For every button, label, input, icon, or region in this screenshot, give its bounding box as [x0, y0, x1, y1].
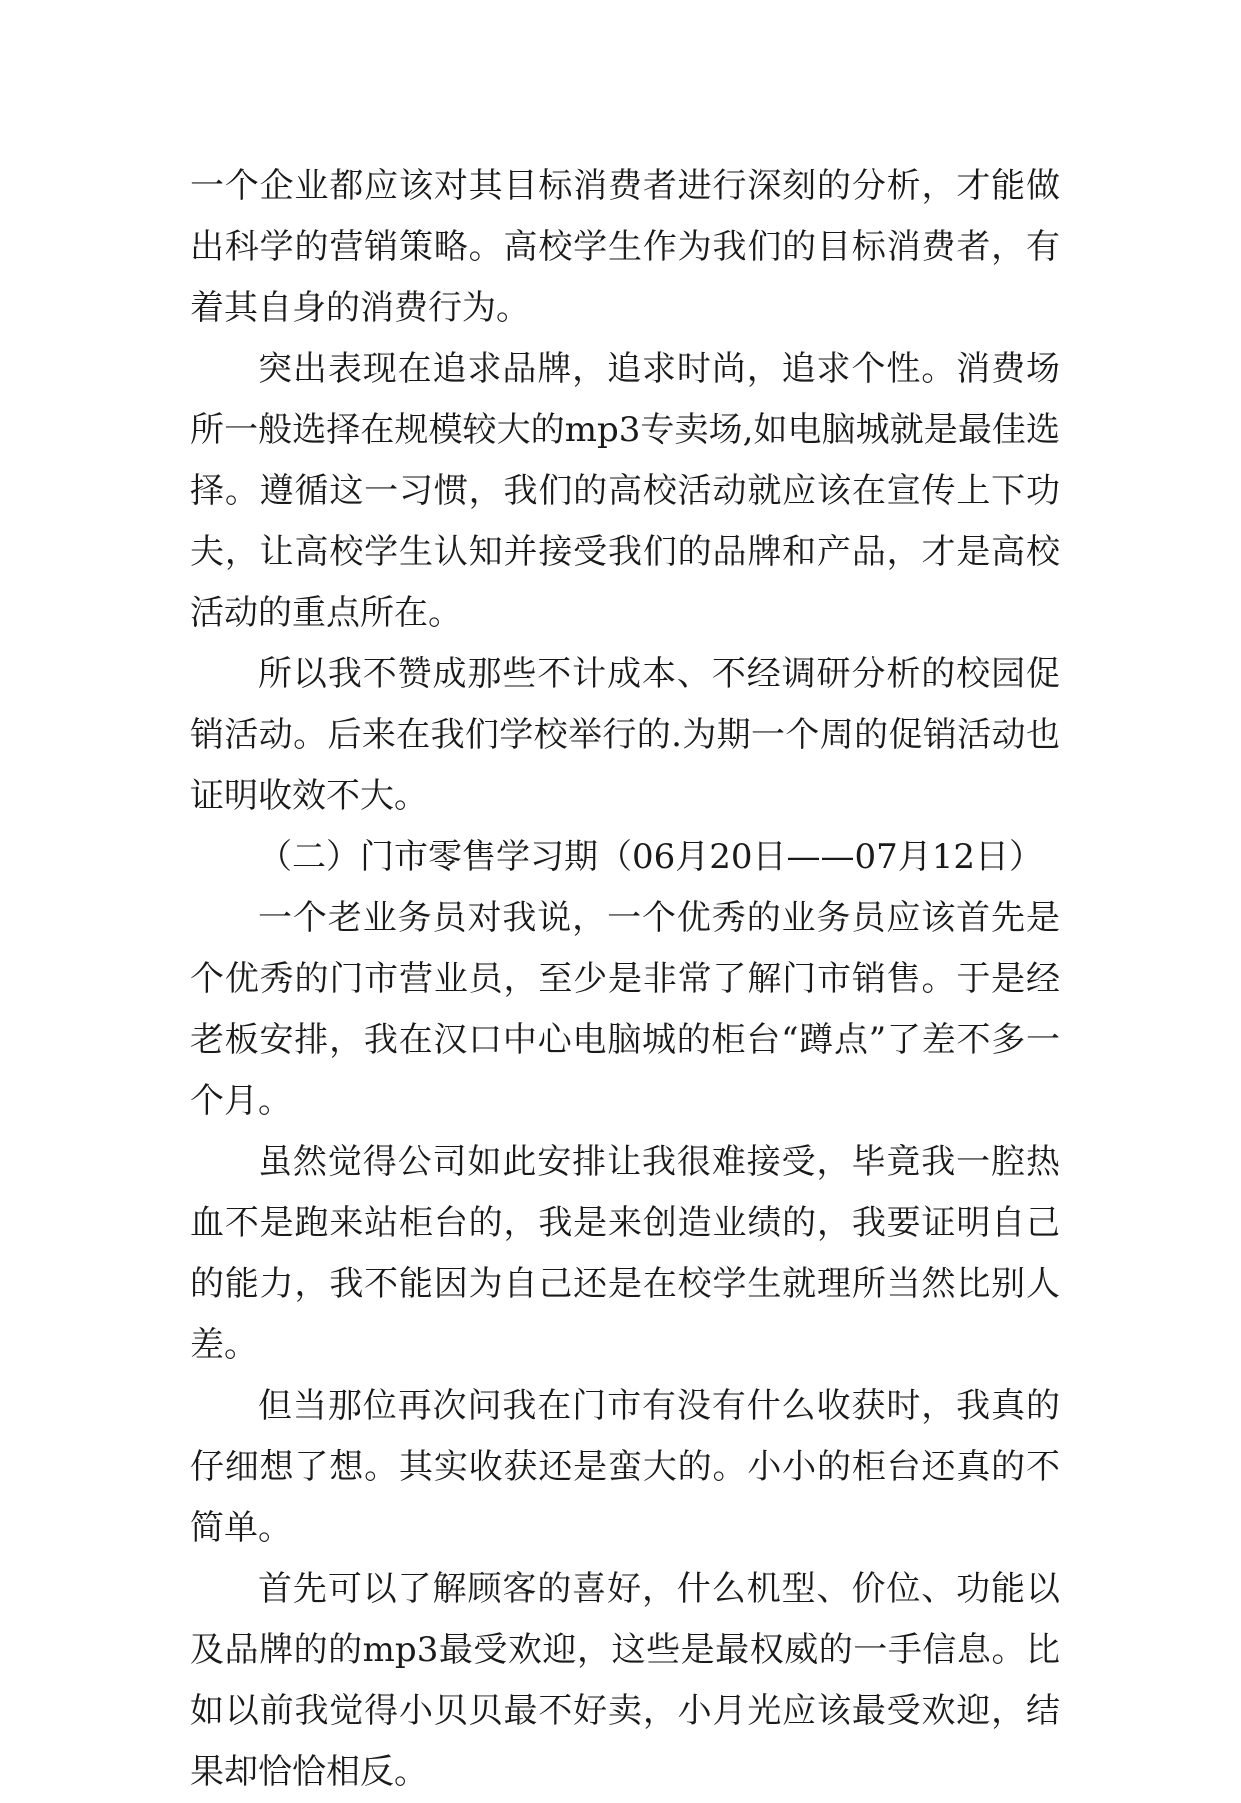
- section-heading-retail-period: （二）门市零售学习期（06月20日——07月12日）: [258, 837, 1044, 877]
- document-body: [190, 156, 1060, 1803]
- paragraph-senior-advice: 一个老业务员对我说，一个优秀的业务员应该首先是个优秀的门市营业员，至少是非常了解门市销售。于是经老板安排，我在汉口中心电脑城的柜台“蹲点”了差不多一个月。: [190, 898, 1060, 1121]
- paragraph-campus-promotion: 所以我不赞成那些不计成本、不经调研分析的校园促销活动。后来在我们学校举行的.为期一个周的促销活动也证明收效不大。: [190, 654, 1060, 816]
- paragraph-consumer-behavior: 突出表现在追求品牌，追求时尚，追求个性。消费场所一般选择在规模较大的mp3专卖场,如电脑城就是最佳选择。遵循这一习惯，我们的高校活动就应该在宣传上下功夫，让高校学生认知并接受我们的品牌和产品，才是高校活动的重点所在。: [190, 349, 1060, 633]
- paragraph-customer-preferences: 首先可以了解顾客的喜好，什么机型、价位、功能以及品牌的的mp3最受欢迎，这些是最权威的一手信息。比如以前我觉得小贝贝最不好卖，小月光应该最受欢迎，结果却恰恰相反。: [190, 1569, 1060, 1792]
- paragraph-feelings: 虽然觉得公司如此安排让我很难接受，毕竟我一腔热血不是跑来站柜台的，我是来创造业绩的，我要证明自己的能力，我不能因为自己还是在校学生就理所当然比别人差。: [190, 1142, 1060, 1365]
- paragraph-reflection: 但当那位再次问我在门市有没有什么收获时，我真的仔细想了想。其实收获还是蛮大的。小小的柜台还真的不简单。: [190, 1386, 1060, 1548]
- paragraph-consumer-analysis: 一个企业都应该对其目标消费者进行深刻的分析，才能做出科学的营销策略。高校学生作为我们的目标消费者，有着其自身的消费行为。: [190, 166, 1060, 328]
